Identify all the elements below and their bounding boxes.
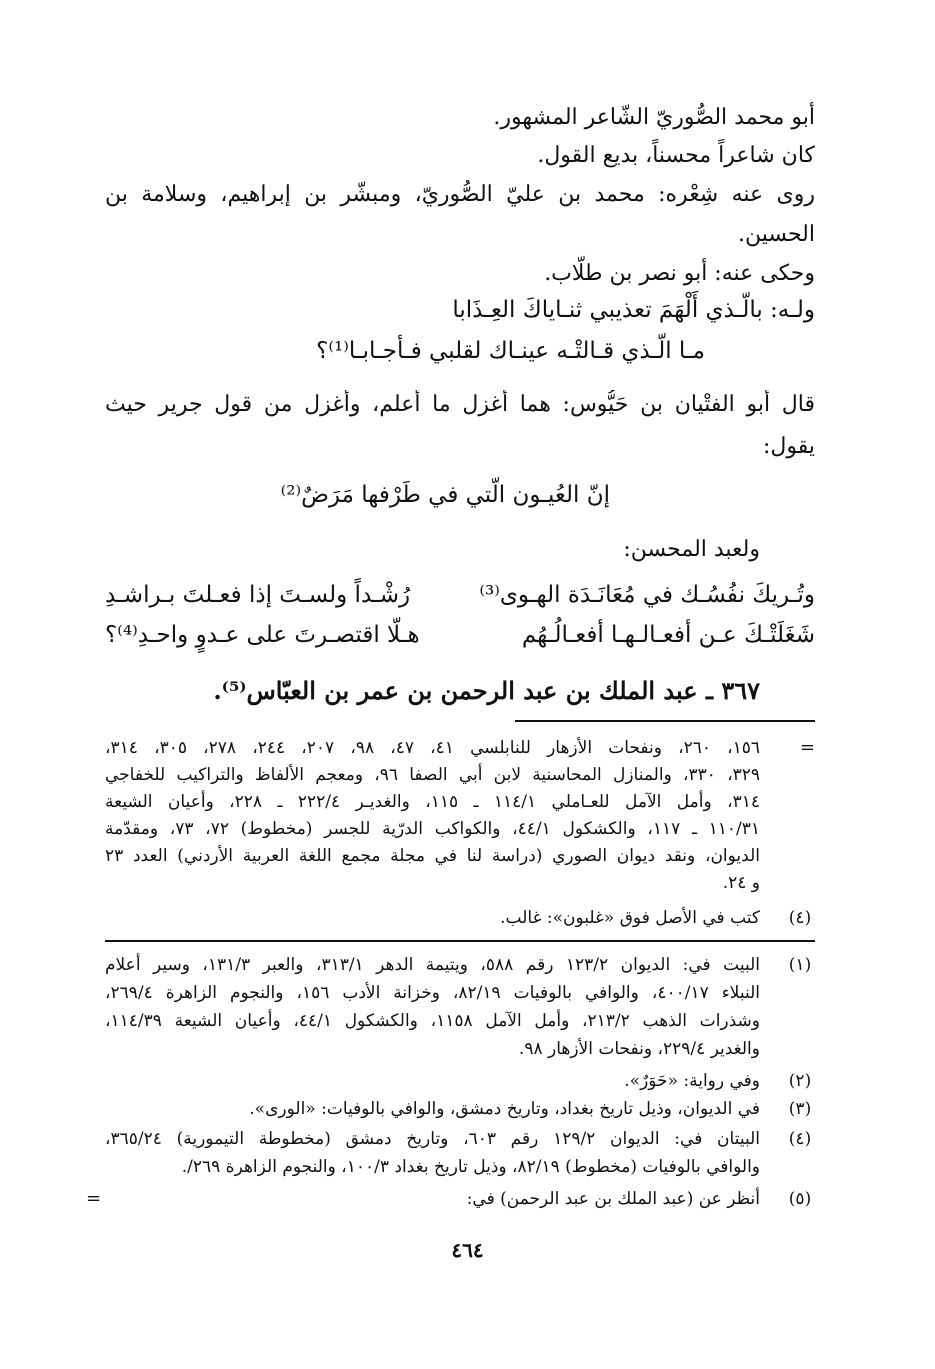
- body-line: كان شاعراً محسناً، بديع القول.: [537, 143, 815, 168]
- verse-hemistich: شَغَلَتْـكَ عـن أفعـالـهـا أفعـالُـهُم: [521, 622, 815, 648]
- footnote-continuation-line: ١٥٦، ٢٦٠، ونفحات الأزهار للنابلسي ٤١، ٤٧، ٩٨، ٢٠٧، ٢٤٤، ٢٧٨، ٣٠٥، ٣١٤،: [105, 738, 760, 758]
- page-number: ٤٦٤: [451, 1238, 484, 1262]
- footnote-text: في الديوان، وذيل تاريخ بغداد، وتاريخ دمشق، والوافي بالوفيات: «الورى».: [249, 1099, 760, 1119]
- body-line: قال أبو الفتْيان بن حَيُّوس: هما أغزل ما أعلم، وأغزل من قول جرير حيث: [105, 392, 815, 417]
- footnote-text: البيتان في: الديوان ١٢٩/٢ رقم ٦٠٣، وتاريخ دمشق (مخطوطة التيمورية) ٣٦٥/٢٤،: [105, 1129, 760, 1149]
- verse-line: إنّ العُيـون الّتي في طَرْفها مَرَضٌ⁽²⁾: [280, 482, 610, 508]
- footnote-continuation-line: و ٢٤.: [722, 873, 760, 893]
- body-line: ولعبد المحسن:: [623, 537, 760, 562]
- footnote-continuation-line: ١١٠/٣١ ـ ١١٧، والكشكول ٤٤/١، والكواكب الدرّية للجسر (مخطوط) ٧٢، ٧٣، ومقدّمة: [105, 819, 760, 839]
- footnote-continuation-line: ٣٢٩، ٣٣٠، والمنازل المحاسنية لابن أبي الصفا ٩٦، ومعجم الألفاظ والتراكيب للخفاجي: [105, 765, 760, 785]
- footnote-number: (٥): [788, 1189, 812, 1209]
- footnote-continuation-line: ٣١٤، وأمل الآمل للعـاملي ١١٤/١ ـ ١١٥، والغديـر ٢٢٢/٤ ـ ٢٢٨، وأعيان الشيعة: [105, 792, 760, 812]
- body-line: الحسين.: [737, 222, 815, 247]
- verse-hemistich: وتُـريكَ نفُسُـك في مُعَانَـدَة الهـوى⁽³⁾: [479, 582, 815, 608]
- footnote-number: (٣): [788, 1099, 812, 1119]
- footnote-rule: [515, 720, 815, 722]
- body-line: وحكى عنه: أبو نصر بن طلّاب.: [544, 261, 815, 286]
- continuation-mark: =: [799, 737, 815, 758]
- footnote-text: النبلاء ٤٠٠/١٧، والوافي بالوفيات ٨٢/١٩، وخزانة الأدب ١٥٦، والنجوم الزاهرة ٢٦٩/٤،: [105, 983, 760, 1003]
- footnote-number: (١): [788, 955, 812, 975]
- body-line: يقول:: [762, 434, 815, 459]
- continuation-mark: =: [86, 1188, 102, 1209]
- footnote-text: البيت في: الديوان ١٢٣/٢ رقم ٥٨٨، ويتيمة الدهر ٣١٣/١، والعبر ١٣١/٣، وسير أعلام: [105, 955, 760, 975]
- entry-heading: ٣٦٧ ـ عبد الملك بن عبد الرحمن بن عمر بن العبّاس⁽⁵⁾.: [213, 676, 760, 705]
- footnote-separator: [105, 940, 815, 942]
- footnote-number: (٢): [788, 1071, 812, 1091]
- verse-line: ولـه: بالّـذي أَلْهَمَ تعذيبي ثنـاياكَ العِـذَابا: [452, 297, 815, 323]
- body-line: أبو محمد الصُّوريّ الشّاعر المشهور.: [493, 105, 815, 130]
- footnote-text: والغدير ٢٢٩/٤، ونفحات الأزهار ٩٨.: [518, 1039, 760, 1059]
- verse-hemistich: رُشْـداً ولسـتَ إذا فعـلتَ بـراشـدِ: [105, 582, 411, 608]
- verse-line: مـا الّـذي قـالتْـه عينـاك لقلبي فـأجـابـا⁽¹⁾؟: [316, 338, 705, 364]
- footnote-number: (٤): [788, 1129, 812, 1149]
- footnote-text: والوافي بالوفيات (مخطوط) ٨٢/١٩، وذيل تاريخ بغداد ١٠٠/٣، والنجوم الزاهرة ٢٦٩/.: [181, 1157, 760, 1177]
- footnote-text: أنظر عن (عبد الملك بن عبد الرحمن) في:: [466, 1189, 760, 1209]
- footnote-text: وشذرات الذهب ٢١٣/٢، وأمل الآمل ١١٥٨، والكشكول ٤٤/١، وأعيان الشيعة ١١٤/٣٩،: [105, 1011, 760, 1031]
- body-line: روى عنه شِعْره: محمد بن عليّ الصُّوريّ، ومبشّر بن إبراهيم، وسلامة بن: [105, 182, 815, 207]
- footnote-number: (٤): [788, 908, 812, 928]
- footnote-text: كتب في الأصل فوق «غلبون»: غالب.: [500, 908, 760, 928]
- verse-hemistich: هـلّا اقتصـرتَ على عـدوٍ واحـدِ⁽⁴⁾؟: [105, 622, 420, 648]
- footnote-continuation-line: الديوان، ونقد ديوان الصوري (دراسة لنا في مجلة مجمع اللغة العربية الأردني) العدد ٢٣: [105, 846, 760, 866]
- footnote-text: وفي رواية: «حَوَرٌ».: [624, 1071, 760, 1091]
